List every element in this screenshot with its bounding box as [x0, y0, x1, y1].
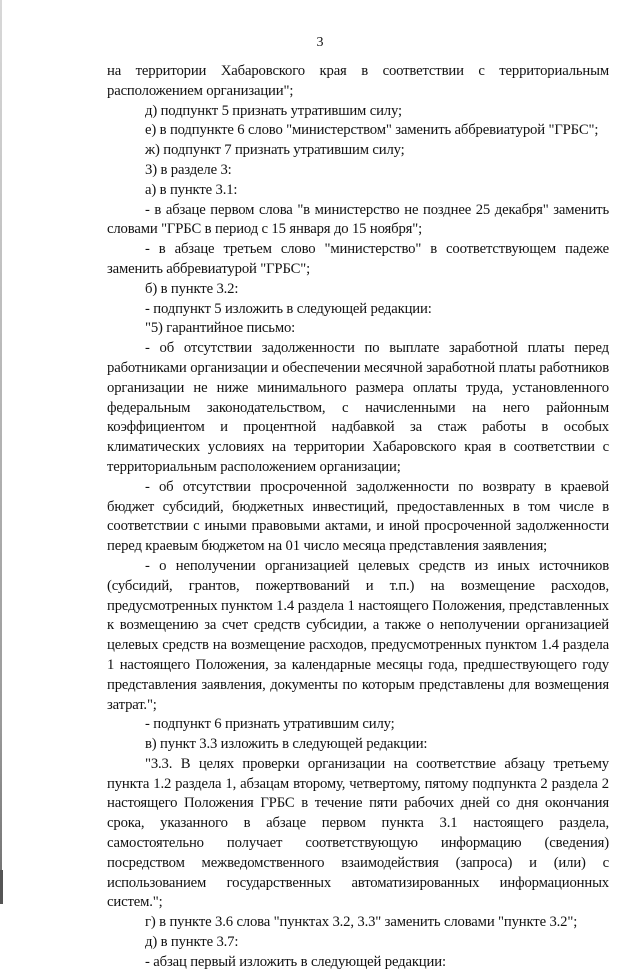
paragraph: - о неполучении организацией целевых средств из иных источников (субсидий, грантов, пожертвований и т.п.) на возмещение расходов, предусмотренных пунктом 1.4 раздела 1 настоящего Положения, представленных к возмещению за счет средств субсидии, а также о неполучении организацией целевых средств на возмещение расходов, предусмотренных пунктом 1.4 раздела 1 настоящего Положения, за календарные месяцы года, предшествующего году представления заявления, документы по которым представлены для возмещения затрат."; — [107, 557, 609, 713]
paragraph: - об отсутствии задолженности по выплате заработной платы перед работниками организации и обеспечении месячной заработной платы работников организации не ниже минимального размера оплаты труда, установленного федеральным законодательством, с начисленными на него районным коэффициентом и процентной надбавкой за стаж работы в особых климатических условиях на территории Хабаровского края в соответствии с территориальным расположением организации; — [107, 340, 609, 475]
paragraph: "3.3. В целях проверки организации на соответствие абзацу третьему пункта 1.2 раздела 1, абзацам второму, четвертому, пятому подпункта 2 раздела 2 настоящего Положения ГРБС в течение пяти рабочих дней со дня окончания срока, указанного в абзаце первом пункта 3.1 настоящего раздела, самостоятельно получает соответствующую информацию (сведения) посредством межведомственного взаимодействия (запроса) и (или) с использованием государственных автоматизированных информационных систем."; — [107, 755, 609, 911]
paragraph: - в абзаце третьем слово "министерство" в соответствующем падеже заменить аббревиатурой "ГРБС"; — [107, 241, 609, 277]
paragraph: 3) в разделе 3: — [145, 161, 232, 178]
paragraph: а) в пункте 3.1: — [145, 181, 238, 198]
paragraph: - подпункт 5 изложить в следующей редакции: — [145, 300, 432, 317]
document-body — [107, 62, 609, 973]
paragraph: д) в пункте 3.7: — [145, 934, 239, 951]
paragraph: д) подпункт 5 признать утратившим силу; — [145, 102, 402, 119]
scan-edge-mark — [0, 870, 3, 904]
paragraph: - подпункт 6 признать утратившим силу; — [145, 716, 395, 733]
paragraph: г) в пункте 3.6 слова "пунктах 3.2, 3.3" заменить словами "пункте 3.2"; — [145, 914, 578, 931]
paragraph: "5) гарантийное письмо: — [145, 320, 296, 337]
scan-left-edge — [0, 0, 2, 904]
paragraph: ж) подпункт 7 признать утратившим силу; — [145, 142, 405, 159]
paragraph: - в абзаце первом слова "в министерство не позднее 25 декабря" заменить словами "ГРБС в период с 15 января до 15 ноября"; — [107, 201, 609, 238]
page-number: 3 — [316, 35, 324, 50]
paragraph: е) в подпункте 6 слово "министерством" заменить аббревиатурой "ГРБС"; — [145, 122, 599, 139]
paragraph: б) в пункте 3.2: — [145, 280, 239, 297]
paragraph: - абзац первый изложить в следующей редакции: — [145, 953, 446, 970]
paragraph: - об отсутствии просроченной задолженности по возврату в краевой бюджет субсидий, бюджетных инвестиций, предоставленных в том числе в соответствии с иными правовыми актами, и иной просроченной задолженности перед краевым бюджетом на 01 число месяца представления заявления; — [107, 478, 609, 555]
paragraph: на территории Хабаровского края в соответствии с территориальным расположением организации"; — [107, 63, 609, 99]
paragraph: в) пункт 3.3 изложить в следующей редакции: — [145, 736, 428, 753]
